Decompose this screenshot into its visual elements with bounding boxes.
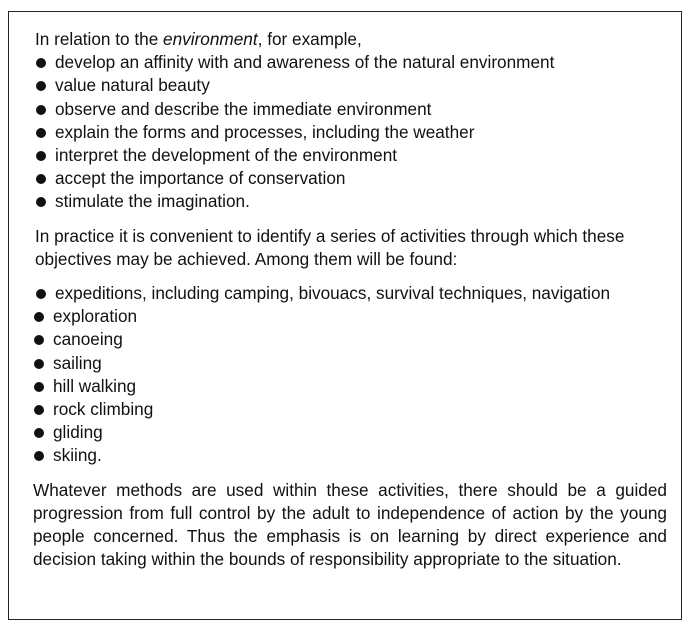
list-item: explain the forms and processes, including the weather [33,121,667,144]
paragraph-activities: In practice it is convenient to identify a series of activities through which these objectives may be achieved. Among them will be found: [35,225,625,269]
list-item: accept the importance of conservation [33,167,667,190]
list-item: sailing [33,352,667,375]
list-item: canoeing [33,328,667,351]
list-item: gliding [33,421,667,444]
objectives-list [33,51,667,213]
list-item: rock climbing [33,398,667,421]
text-box [8,11,682,620]
intro-before: In relation to the [35,29,164,49]
list-item: stimulate the imagination. [33,190,667,213]
list-item: expeditions, including camping, bivouacs, survival techniques, navigation [33,282,667,305]
intro-emphasis: environment [163,29,258,49]
list-item: interpret the development of the environment [33,144,667,167]
intro-line [33,28,667,51]
list-item: value natural beauty [33,74,667,97]
activities-list [33,282,667,468]
list-item: exploration [33,305,667,328]
list-item: skiing. [33,444,667,467]
intro-after: , for example, [257,29,362,49]
list-item: observe and describe the immediate environment [33,98,667,121]
paragraph-methods: Whatever methods are used within these activities, there should be a guided progression from full control by the adult to independence of action by the young people concerned. Thus the emphasis is on learning by direct experience and decision taking within the bounds of responsibility appropriate to the situation. [33,479,667,570]
list-item: develop an affinity with and awareness of the natural environment [33,51,667,74]
list-item: hill walking [33,375,667,398]
